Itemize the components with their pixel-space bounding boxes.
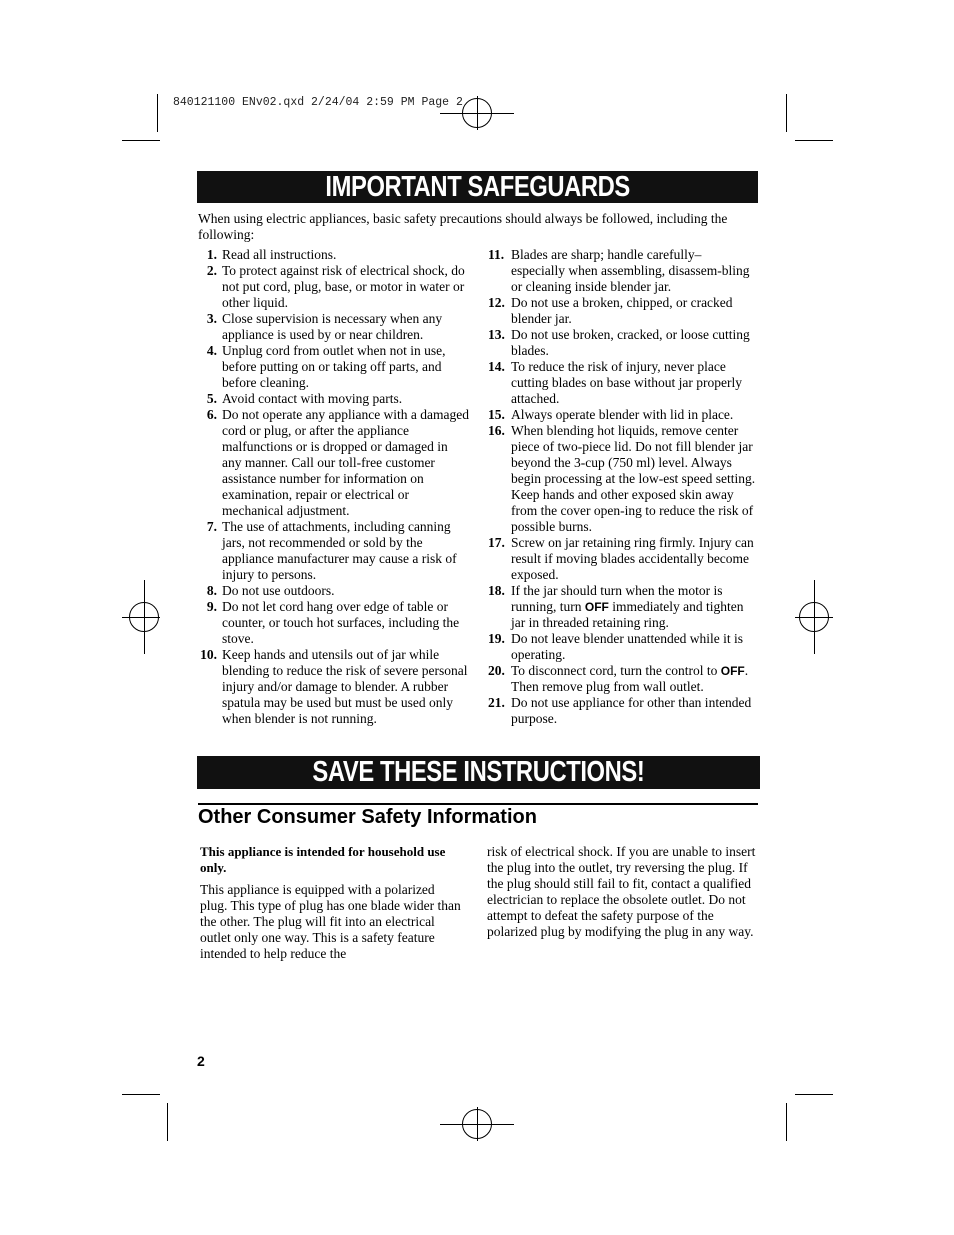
item-text: The use of attachments, including canning jars, not recommended or sold by the appliance manufacturer may cause a risk of injury to persons. — [222, 519, 457, 582]
safeguard-item — [488, 407, 758, 423]
item-number: 18. — [488, 583, 505, 598]
crop-mark — [122, 1094, 160, 1095]
crop-mark — [795, 140, 833, 141]
off-control-label: OFF — [584, 600, 609, 614]
item-text-part: immediately and tighten jar in threaded retaining ring. — [511, 599, 744, 630]
item-number: 15. — [488, 407, 505, 422]
item-text: Screw on jar retaining ring firmly. Injury can result if moving blades accidentally become exposed. — [511, 535, 754, 582]
section-heading: Other Consumer Safety Information — [198, 806, 537, 828]
safeguards-list-left — [198, 247, 470, 727]
item-text: Do not use outdoors. — [222, 583, 335, 598]
safeguard-item — [488, 247, 758, 295]
item-number: 16. — [488, 423, 505, 438]
item-number: 19. — [488, 631, 505, 646]
item-number: 9. — [206, 599, 217, 614]
item-text: Do not operate any appliance with a damaged cord or plug, or after the appliance malfunctions or is dropped or damaged in any manner. Call our toll-free customer assistance number for information on examination, repair or electrical or mechanical adjustment. — [222, 407, 470, 518]
safeguard-item — [198, 407, 470, 519]
item-number: 1. — [206, 247, 217, 262]
item-text: Do not let cord hang over edge of table or counter, or touch hot surfaces, including the stove. — [222, 599, 460, 646]
off-control-label: OFF — [720, 664, 745, 678]
safeguard-item — [198, 391, 470, 407]
item-text-part: To disconnect cord, turn the control to — [511, 663, 721, 678]
item-text: Close supervision is necessary when any appliance is used by or near children. — [222, 311, 443, 342]
banner-title: IMPORTANT SAFEGUARDS — [325, 171, 630, 203]
print-slug-line: 840121100 ENv02.qxd 2/24/04 2:59 PM Page 2 — [173, 96, 463, 109]
safeguard-item — [198, 583, 470, 599]
page-number: 2 — [197, 1053, 205, 1069]
polarized-plug-paragraph: This appliance is equipped with a polarized plug. This type of plug has one blade wider than the other. The plug will fit into an electrical outlet only one way. This is a safety feature intended to help reduce the — [200, 882, 461, 961]
item-text-part: If the jar should turn when the motor is running, turn — [511, 583, 723, 614]
safeguard-item — [198, 343, 470, 391]
item-number: 12. — [488, 295, 505, 310]
safeguards-list-right — [488, 247, 758, 727]
item-text: Do not use broken, cracked, or loose cutting blades. — [511, 327, 750, 358]
item-text: Blades are sharp; handle carefully– especially when assembling, disassem-bling or cleaning inside blender jar. — [511, 247, 750, 294]
item-text: Avoid contact with moving parts. — [222, 391, 403, 406]
safeguard-item — [488, 359, 758, 407]
polarized-plug-paragraph-continued: risk of electrical shock. If you are unable to insert the plug into the outlet, try reversing the plug. If the plug should still fail to fit, contact a qualified electrician to replace the obsolete outlet. Do not attempt to defeat the safety purpose of the polarized plug by modifying the plug in any way. — [487, 844, 756, 939]
safeguard-item — [198, 311, 470, 343]
safeguard-item — [198, 247, 470, 263]
crop-mark — [786, 94, 787, 132]
item-text: Do not use a broken, chipped, or cracked blender jar. — [511, 295, 733, 326]
item-number: 10. — [200, 647, 217, 662]
item-number: 20. — [488, 663, 505, 678]
item-number: 5. — [206, 391, 217, 406]
safeguard-item — [488, 583, 758, 631]
household-note: This appliance is intended for household use only. — [200, 844, 446, 875]
item-number: 17. — [488, 535, 505, 550]
item-text: To reduce the risk of injury, never place cutting blades on base without jar properly attached. — [511, 359, 742, 406]
item-number: 21. — [488, 695, 505, 710]
safeguard-item — [488, 423, 758, 535]
item-text: Keep hands and utensils out of jar while blending to reduce the risk of severe personal injury and/or damage to blender. A rubber spatula may be used but must be used only when blender is not running. — [222, 647, 468, 726]
item-text: Unplug cord from outlet when not in use, before putting on or taking off parts, and before cleaning. — [222, 343, 446, 390]
safeguard-item — [488, 663, 758, 695]
safety-info-right-column — [487, 844, 757, 946]
important-safeguards-banner — [197, 171, 758, 203]
safeguard-item — [488, 631, 758, 663]
item-text — [511, 663, 758, 695]
safeguard-item — [198, 647, 470, 727]
item-number: 11. — [488, 247, 505, 262]
crop-mark — [157, 94, 158, 132]
item-text-part: . Then remove plug from wall outlet. — [511, 663, 749, 694]
save-banner-title: SAVE THESE INSTRUCTIONS! — [312, 756, 645, 788]
safeguard-item — [488, 535, 758, 583]
save-instructions-banner — [197, 756, 760, 789]
crop-mark — [786, 1103, 787, 1141]
item-number: 3. — [206, 311, 217, 326]
item-number: 7. — [206, 519, 217, 534]
item-number: 8. — [206, 583, 217, 598]
intro-paragraph: When using electric appliances, basic safety precautions should always be followed, including the following: — [198, 211, 728, 242]
safeguard-item — [488, 695, 758, 727]
item-text: Do not use appliance for other than intended purpose. — [511, 695, 752, 726]
section-rule — [198, 803, 758, 805]
item-text: Always operate blender with lid in place. — [511, 407, 734, 422]
item-text: To protect against risk of electrical shock, do not put cord, plug, base, or motor in water or other liquid. — [222, 263, 465, 310]
safeguard-item — [198, 263, 470, 311]
item-number: 2. — [206, 263, 217, 278]
safeguard-item — [488, 327, 758, 359]
item-number: 14. — [488, 359, 505, 374]
item-text: Read all instructions. — [222, 247, 337, 262]
item-number: 4. — [206, 343, 217, 358]
safeguard-item — [198, 599, 470, 647]
item-text — [511, 583, 758, 631]
crop-mark — [167, 1103, 168, 1141]
safety-info-left-column — [200, 844, 462, 968]
safeguard-item — [488, 295, 758, 327]
item-number: 13. — [488, 327, 505, 342]
item-number: 6. — [206, 407, 217, 422]
crop-mark — [795, 1094, 833, 1095]
item-text: When blending hot liquids, remove center piece of two-piece lid. Do not fill blender jar beyond the 3-cup (750 ml) level. Always begin processing at the low-est speed setting. Keep hands and other exposed skin away from the cover open-ing to reduce the risk of possible burns. — [511, 423, 756, 534]
item-text: Do not leave blender unattended while it is operating. — [511, 631, 744, 662]
safeguard-item — [198, 519, 470, 583]
crop-mark — [122, 140, 160, 141]
